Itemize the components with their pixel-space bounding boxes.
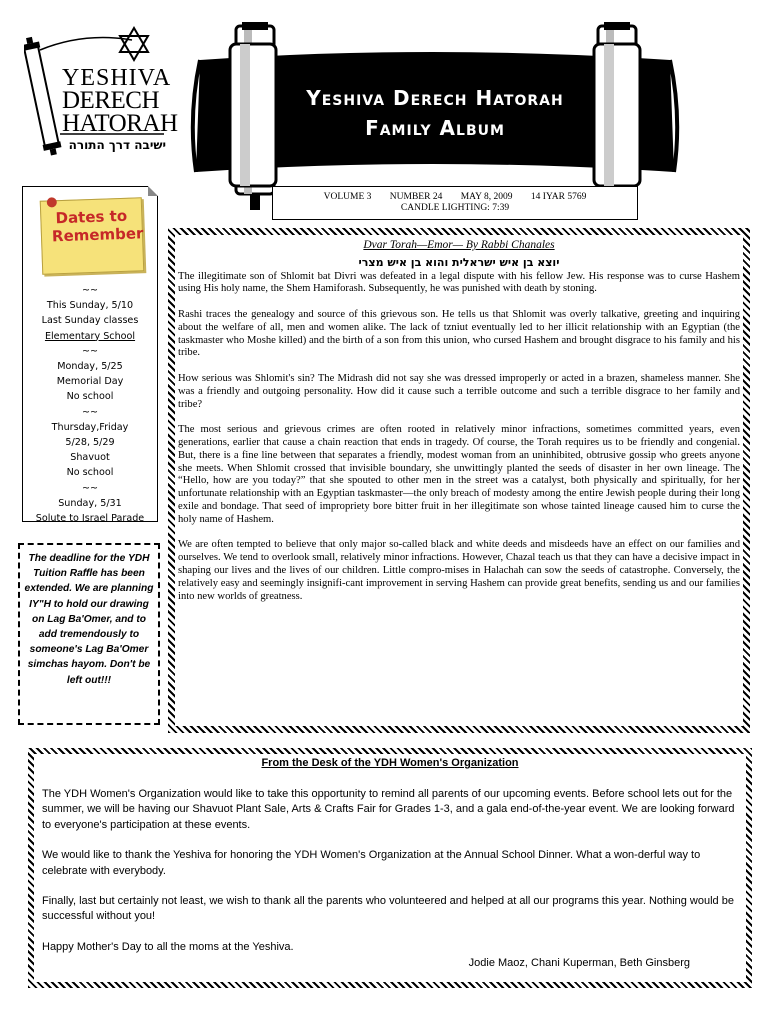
issue-info-box bbox=[272, 186, 638, 220]
dvar-torah-paragraph: We are often tempted to believe that only major so-called black and white deeds and misdeeds have an effect on our families and ourselves. We tend to overlook small, relatively minor infractions. However, Chazal teach us that they can have a decisive impact in shaping our lives and the lives of our children. Little compro-mises in Halachah can sow the seeds of catastrophe. Conversely, the relatively easy and seemingly insignifi-cant improvement in serving Hashem can provide great benefits, sending us and our families into new worlds of greatness. bbox=[178, 539, 740, 602]
date-entry: No school bbox=[66, 467, 114, 479]
womens-org-paragraph: Happy Mother's Day to all the moms at the Yeshiva. bbox=[42, 941, 294, 954]
date-entry: 5/28, 5/29 bbox=[65, 437, 115, 449]
womens-org-signature: Jodie Maoz, Chani Kuperman, Beth Ginsberg bbox=[468, 956, 690, 969]
date-entry: Shavuot bbox=[70, 452, 110, 464]
issue-number: NUMBER 24 bbox=[389, 192, 443, 202]
date-entry: ~~ bbox=[81, 345, 99, 357]
date-entry: Memorial Day bbox=[56, 376, 124, 388]
date-entry: This Sunday, 5/10 bbox=[46, 300, 134, 312]
dvar-torah-paragraph: The most serious and grievous crimes are often rooted in relatively minor infractions, sometimes committed years, even generations, earlier that cause a chain reaction that ends in tragedy. Of course, the Torah requires us to be friendly and congenial. But, there is a fine line between that separates a friendly, modest woman from an uninhibited, obtrusive gossip who greets anyone she meets. When Shlomit crossed that invisible boundary, she unwittingly planted the seeds of disaster in her own lineage. The “Hello, how are you today?” that she spouted to other men in the street was a catalyst, both physically and spiritually, for her unfortunate relationship with an Egyptian taskmaster—the only breach of modesty among the entire Jewish people during their long exile and bondage. That seed of impropriety bore bitter fruit in her illegitimate son whose tainted lineage caused him to curse the holy name of Hashem. bbox=[178, 424, 740, 525]
dvar-torah-hebrew-quote: יוצא בן איש ישראלית והוא בן איש מצרי bbox=[358, 255, 560, 269]
logo-text-hatorah: HATORAH bbox=[62, 110, 178, 137]
date-entry: Sunday, 5/31 bbox=[58, 497, 122, 509]
dvar-torah-title: Dvar Torah—Emor— By Rabbi Chanales bbox=[363, 239, 555, 251]
newsletter-title: Yeshiva Derech Hatorah bbox=[306, 86, 564, 110]
date-entry: Last Sunday classes bbox=[41, 315, 139, 327]
issue-date: MAY 8, 2009 bbox=[460, 192, 513, 202]
womens-org-paragraph: Finally, last but certainly not least, we wish to thank all the parents who volunteered and helped at all our programs this year. Nothing would be successful without you! bbox=[42, 895, 734, 923]
date-entry: ~~ bbox=[81, 285, 99, 296]
date-entry: ~~ bbox=[81, 406, 99, 418]
womens-org-paragraph: We would like to thank the Yeshiva for honoring the YDH Women's Organization at the Annual School Dinner. What a won-derful way to celebrate with everybody. bbox=[42, 849, 701, 877]
date-entry: Monday, 5/25 bbox=[57, 361, 123, 373]
womens-org-body bbox=[42, 787, 738, 955]
date-entry: Thursday,Friday bbox=[51, 421, 129, 433]
dates-sidebar bbox=[22, 186, 158, 525]
logo-text-derech: DERECH bbox=[62, 87, 159, 114]
date-entry: ~~ bbox=[81, 482, 99, 494]
raffle-deadline-text: The deadline for the YDH Tuition Raffle has been extended. We are planning IY"H to hold our drawing on Lag Ba'Omer, and to add tremendously to someone's Lag Ba'Omer simchas hayom. Don't be left out!!! bbox=[24, 553, 154, 686]
dvar-torah-paragraph: Rashi traces the genealogy and source of this grievous son. He tells us that Shlomit was overly talkative, greeting and inquiring about the welfare of all, men and women alike. The lack of tzniut eventually led to her illicit relationship with an Egyptian (the taskmaster who Moshe killed) and the birth of a son from this union, who cursed Hashem and brought disgrace to his family and his tribe. bbox=[178, 308, 740, 359]
dates-to-remember-label: Dates to Remember bbox=[51, 206, 144, 246]
dvar-torah-body bbox=[178, 271, 740, 604]
newsletter-subtitle: Family Album bbox=[365, 116, 505, 140]
womens-org-paragraph: The YDH Women's Organization would like to take this opportunity to remind all parents of our upcoming events. Before school lets out for the summer, we will be having our Shavuot Plant Sale, Arts & Crafts Fair for Grades 1-3, and a gala end-of-the-year event. We are looking forward to everyone's participation at these events. bbox=[42, 788, 735, 831]
date-entry: Elementary School bbox=[44, 330, 136, 342]
raffle-deadline-box bbox=[18, 543, 160, 725]
sticky-note bbox=[40, 197, 145, 275]
womens-organization-section bbox=[28, 748, 752, 988]
issue-volume: VOLUME 3 bbox=[323, 192, 372, 202]
dvar-torah-section bbox=[168, 228, 750, 733]
logo-hebrew-text: ישיבה דרך התורה bbox=[68, 138, 166, 152]
date-entry: No school bbox=[66, 391, 114, 403]
pushpin-icon bbox=[47, 197, 57, 207]
date-entry: Solute to Israel Parade bbox=[35, 513, 145, 525]
dvar-torah-paragraph: The illegitimate son of Shlomit bat Divri was defeated in a legal dispute with his fellow Jew. His response was to curse Hashem using His holy name, the Shem Hamiforash. Subsequently, he was punished with death by stoning. bbox=[178, 270, 740, 295]
school-logo bbox=[24, 24, 178, 164]
masthead-banner bbox=[180, 22, 690, 212]
issue-hebrew-date: 14 IYAR 5769 bbox=[530, 192, 587, 202]
womens-org-title: From the Desk of the YDH Women's Organization bbox=[261, 757, 519, 769]
dates-list bbox=[23, 283, 157, 526]
dvar-torah-paragraph: How serious was Shlomit's sin? The Midrash did not say she was dressed improperly or acted in a brazen, shameless manner. She was a friendly and outgoing personality. How did it cause such a terrible outcome and such a terrible disgrace to her family and tribe? bbox=[178, 372, 740, 410]
candle-lighting: CANDLE LIGHTING: 7:39 bbox=[400, 203, 510, 213]
page-curl-icon bbox=[148, 186, 158, 196]
logo-text-yeshiva: YESHIVA bbox=[62, 65, 172, 91]
